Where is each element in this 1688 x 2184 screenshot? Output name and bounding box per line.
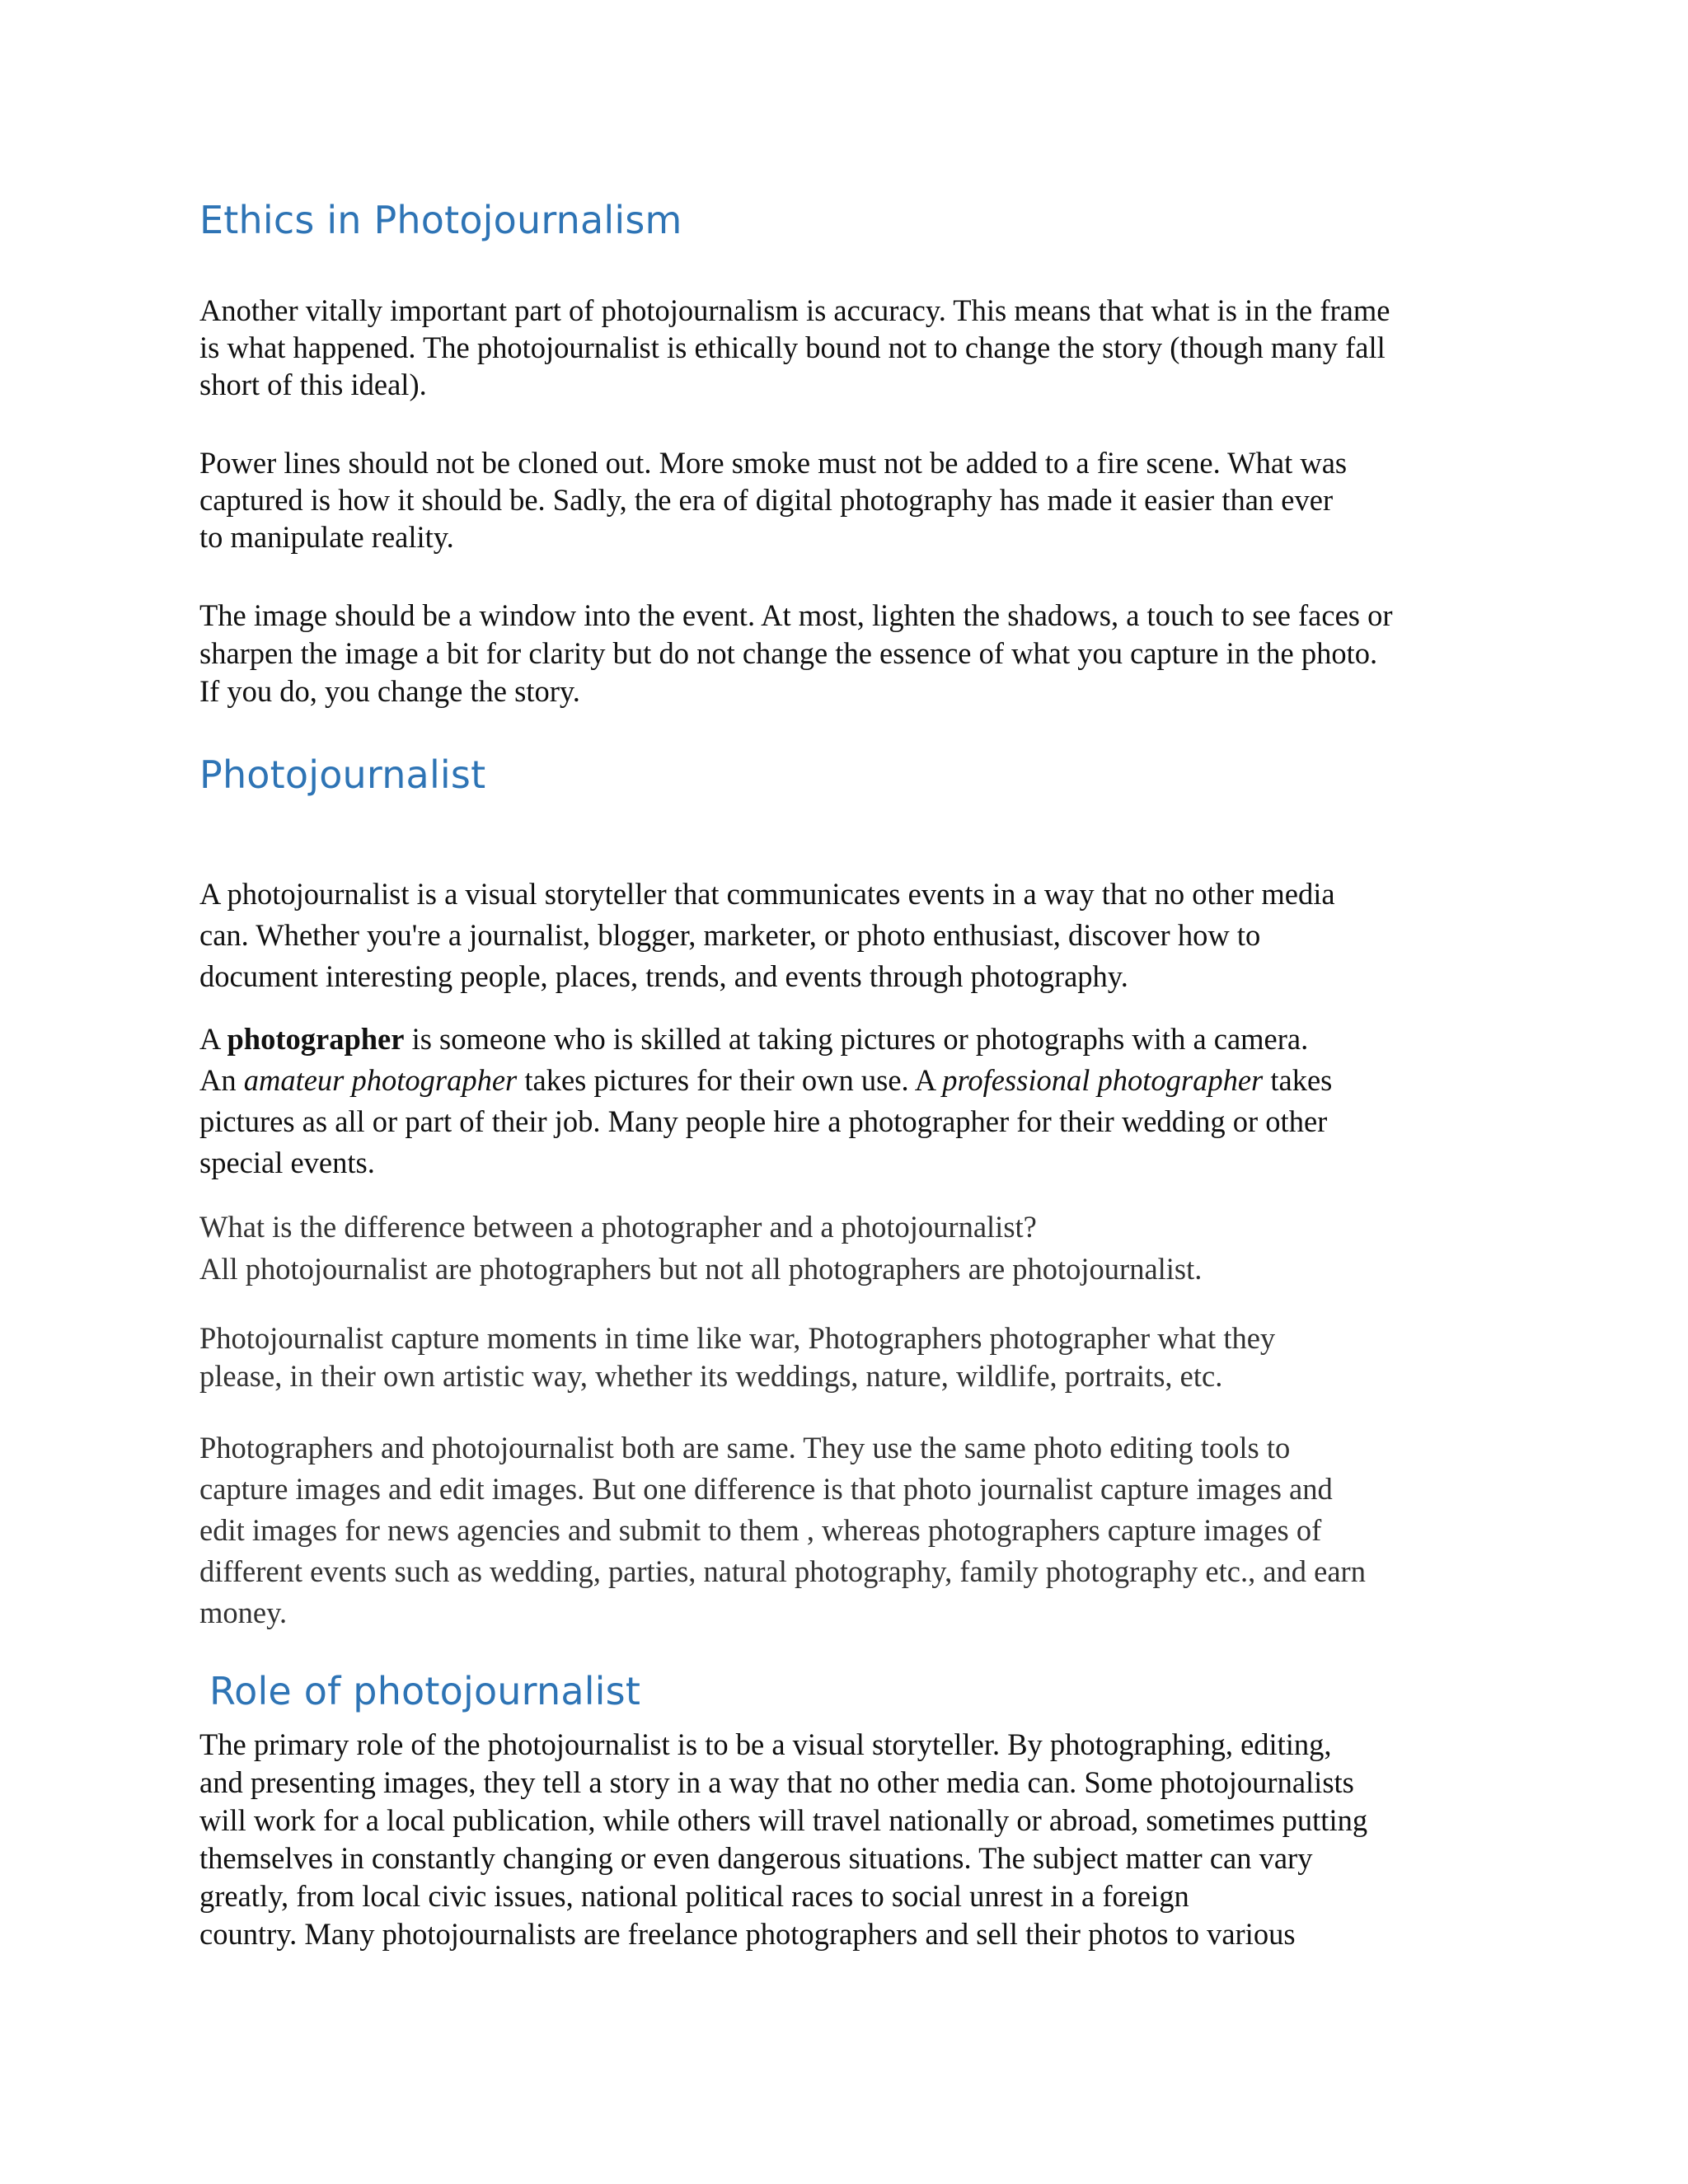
photographer-definition-paragraph bbox=[199, 1019, 1502, 1183]
text-line: Photographers and photojournalist both are same. They use the same photo editing tools to bbox=[199, 1431, 1291, 1465]
text-line: The image should be a window into the event. At most, lighten the shadows, a touch to see faces or bbox=[199, 598, 1393, 632]
photographer-term: photographer bbox=[227, 1022, 405, 1056]
text-line: All photojournalist are photographers but not all photographers are photojournalist. bbox=[199, 1252, 1203, 1286]
text-run: is someone who is skilled at taking pictures or photographs with a camera. bbox=[404, 1022, 1309, 1056]
text-line bbox=[199, 1019, 1502, 1060]
capture-paragraph bbox=[199, 1319, 1502, 1395]
text-run: An bbox=[199, 1063, 244, 1097]
text-line: different events such as wedding, parties, natural photography, family photography etc., and earn bbox=[199, 1554, 1366, 1588]
text-line: pictures as all or part of their job. Many people hire a photographer for their wedding or other bbox=[199, 1104, 1328, 1138]
professional-photographer-term: professional photographer bbox=[942, 1063, 1264, 1097]
text-line: greatly, from local civic issues, national political races to social unrest in a foreign bbox=[199, 1879, 1189, 1913]
heading-role: Role of photojournalist bbox=[209, 1669, 641, 1713]
text-line: The primary role of the photojournalist is to be a visual storyteller. By photographing, editing, bbox=[199, 1727, 1332, 1761]
text-line: A photojournalist is a visual storyteller that communicates events in a way that no other media bbox=[199, 877, 1335, 911]
text-line: What is the difference between a photographer and a photojournalist? bbox=[199, 1210, 1037, 1244]
text-line: themselves in constantly changing or even dangerous situations. The subject matter can vary bbox=[199, 1841, 1313, 1875]
text-line: to manipulate reality. bbox=[199, 520, 454, 554]
role-paragraph bbox=[199, 1726, 1502, 1953]
ethics-paragraph-window bbox=[199, 597, 1502, 710]
text-line: captured is how it should be. Sadly, the era of digital photography has made it easier than ever bbox=[199, 483, 1334, 517]
text-line: If you do, you change the story. bbox=[199, 674, 580, 708]
text-line: will work for a local publication, while others will travel nationally or abroad, sometimes putting bbox=[199, 1803, 1368, 1837]
text-line: document interesting people, places, trends, and events through photography. bbox=[199, 959, 1128, 993]
heading-ethics: Ethics in Photojournalism bbox=[199, 198, 682, 242]
text-line: Another vitally important part of photojournalism is accuracy. This means that what is in the frame bbox=[199, 293, 1390, 327]
heading-photojournalist: Photojournalist bbox=[199, 752, 486, 797]
text-line: sharpen the image a bit for clarity but do not change the essence of what you capture in the photo. bbox=[199, 636, 1378, 670]
ethics-paragraph-manipulation bbox=[199, 444, 1502, 555]
text-line: can. Whether you're a journalist, blogger, marketer, or photo enthusiast, discover how to bbox=[199, 918, 1261, 952]
text-run: A bbox=[199, 1022, 227, 1056]
text-line: capture images and edit images. But one difference is that photo journalist capture images and bbox=[199, 1472, 1333, 1506]
text-line: special events. bbox=[199, 1146, 375, 1179]
amateur-photographer-term: amateur photographer bbox=[243, 1063, 518, 1097]
text-line: is what happened. The photojournalist is ethically bound not to change the story (though many fall bbox=[199, 330, 1386, 364]
text-line: Power lines should not be cloned out. More smoke must not be added to a fire scene. What was bbox=[199, 446, 1348, 480]
ethics-paragraph-accuracy bbox=[199, 292, 1502, 403]
text-run: takes bbox=[1263, 1063, 1333, 1097]
text-line: country. Many photojournalists are freelance photographers and sell their photos to various bbox=[199, 1917, 1296, 1951]
text-line: and presenting images, they tell a story in a way that no other media can. Some photojournalists bbox=[199, 1765, 1354, 1799]
text-line: please, in their own artistic way, whether its weddings, nature, wildlife, portraits, etc. bbox=[199, 1359, 1223, 1393]
difference-paragraph bbox=[199, 1206, 1502, 1290]
text-line: edit images for news agencies and submit to them , whereas photographers capture images of bbox=[199, 1513, 1322, 1547]
comparison-paragraph bbox=[199, 1427, 1502, 1633]
text-run: takes pictures for their own use. A bbox=[517, 1063, 943, 1097]
text-line: short of this ideal). bbox=[199, 368, 427, 401]
text-line: Photojournalist capture moments in time like war, Photographers photographer what they bbox=[199, 1321, 1276, 1355]
text-line: money. bbox=[199, 1596, 288, 1629]
photojournalist-intro-paragraph bbox=[199, 874, 1502, 997]
text-line bbox=[199, 1060, 1502, 1101]
